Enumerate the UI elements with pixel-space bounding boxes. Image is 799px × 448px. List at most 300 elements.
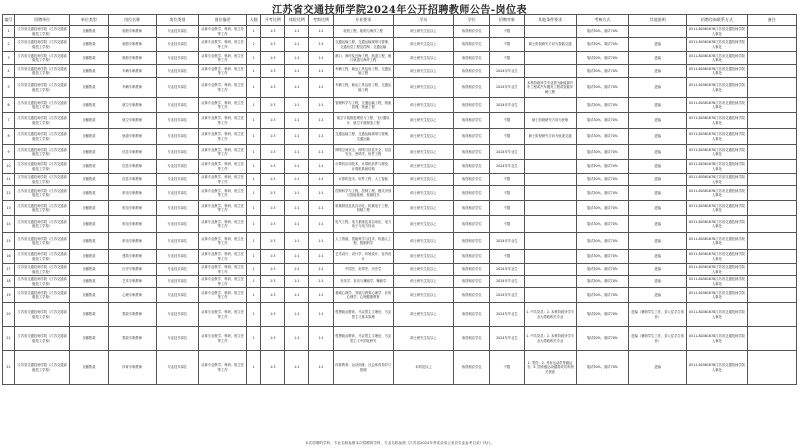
table-cell: 船舶专职教师 xyxy=(108,38,156,52)
table-cell: 全额拨款 xyxy=(70,186,108,201)
table-cell: 专业技术岗位 xyxy=(156,145,198,160)
table-cell: 0511-80361678江苏省交通技师学院人事处 xyxy=(687,250,747,264)
table-cell: 0511-80361678江苏省交通技师学院人事处 xyxy=(687,98,747,113)
column-header: 岗位类别 xyxy=(156,15,198,26)
table-cell: 1:1 xyxy=(309,186,333,201)
table-cell: 进编 xyxy=(629,98,687,113)
column-header: 单位类型 xyxy=(70,15,108,26)
table-cell: 1 xyxy=(247,216,261,233)
table-cell: 1:1 xyxy=(285,288,309,303)
table-cell xyxy=(524,160,576,174)
table-cell: 1 xyxy=(247,264,261,276)
table-cell: 车辆工程，载运工具运用工程，交通运输工程 xyxy=(333,65,393,78)
table-cell: 1:1 xyxy=(285,38,309,52)
table-cell: 1. 男性；2. 具有运动员等级证书；3. 国家级运动健将或具有相关资质 xyxy=(524,351,576,385)
table-cell: 2024年毕业生 xyxy=(490,327,524,351)
table-cell: 1 xyxy=(247,288,261,303)
table-cell xyxy=(747,186,796,201)
table-cell: 1:3 xyxy=(261,250,285,264)
table-cell: 进编 xyxy=(629,186,687,201)
column-header: 招聘对象 xyxy=(490,15,524,26)
table-cell xyxy=(747,52,796,65)
table-cell: 1:1 xyxy=(309,160,333,174)
table-cell: 0511-80361678江苏省交通技师学院人事处 xyxy=(687,174,747,186)
table-cell: 21 xyxy=(3,327,15,351)
table-cell: 进编 xyxy=(629,113,687,129)
table-cell: 1 xyxy=(247,52,261,65)
table-cell: 1:1 xyxy=(309,26,333,38)
table-cell: 取得相应学位 xyxy=(454,145,490,160)
table-cell: 进编 xyxy=(629,38,687,52)
table-cell: 1 xyxy=(247,174,261,186)
table-cell xyxy=(747,38,796,52)
table-cell: 1:3 xyxy=(261,186,285,201)
table-cell: 进编 xyxy=(629,233,687,250)
table-cell: 艺术设计、设计学、环境设计、室内设计 xyxy=(333,250,393,264)
table-cell: 进编 xyxy=(629,78,687,98)
column-header: 学位 xyxy=(454,15,490,26)
table-cell: 1:3 xyxy=(261,52,285,65)
table-row xyxy=(3,276,797,288)
table-cell: 笔试30%，面试70% xyxy=(576,174,628,186)
table-cell xyxy=(747,26,796,38)
table-cell: 航空专职教师 xyxy=(108,98,156,113)
table-cell: 进编 xyxy=(629,160,687,174)
table-cell: 1 xyxy=(247,250,261,264)
table-cell: 江苏省交通技师学院（江苏交通高级技工学校） xyxy=(15,78,70,98)
table-cell: 江苏省交通技师学院（江苏交通高级技工学校） xyxy=(15,98,70,113)
table-cell: 机电专职教师 xyxy=(108,233,156,250)
table-cell: 1 xyxy=(247,233,261,250)
table-cell: 7 xyxy=(3,113,15,129)
table-cell: 专业技术岗位 xyxy=(156,351,198,385)
table-cell: 音乐学、音乐与舞蹈学、舞蹈学 xyxy=(333,276,393,288)
table-cell: 取得相应学位 xyxy=(454,186,490,201)
table-cell: 电气工程、电力系统及其自动化、电力电子与电力传动 xyxy=(333,216,393,233)
table-cell: 取得相应学位 xyxy=(454,250,490,264)
table-cell xyxy=(524,52,576,65)
table-row xyxy=(3,250,797,264)
table-cell: 专业技术岗位 xyxy=(156,288,198,303)
table-cell: 9 xyxy=(3,145,15,160)
table-row xyxy=(3,65,797,78)
table-cell: 硕士研究生及以上 xyxy=(393,216,453,233)
table-cell: 1:3 xyxy=(261,160,285,174)
table-cell: 笔试30%，面试70% xyxy=(576,250,628,264)
table-cell: 江苏省交通技师学院（江苏交通高级技工学校） xyxy=(15,174,70,186)
column-header: 考察比例 xyxy=(309,15,333,26)
table-cell: 4 xyxy=(3,65,15,78)
table-cell: 1:1 xyxy=(285,78,309,98)
table-cell: 从事专业教学、科研、班主任等工作 xyxy=(198,233,246,250)
table-cell: 专业技术岗位 xyxy=(156,174,198,186)
table-cell: 取得相应学位 xyxy=(454,351,490,385)
table-cell: 0511-80361678江苏省交通技师学院人事处 xyxy=(687,52,747,65)
table-cell: 1:1 xyxy=(309,65,333,78)
table-cell xyxy=(747,288,796,303)
table-row xyxy=(3,38,797,52)
table-cell: 控制科学与工程、控制工程、模式识别与智能系统、检测技术 xyxy=(333,186,393,201)
table-cell: 全额拨款 xyxy=(70,216,108,233)
column-header: 人数 xyxy=(247,15,261,26)
table-cell: 硕士研究生及以上 xyxy=(393,98,453,113)
table-cell xyxy=(524,233,576,250)
table-cell: 笔试30%，面试70% xyxy=(576,52,628,65)
table-cell: 1:3 xyxy=(261,276,285,288)
table-cell: 笔试30%，面试70% xyxy=(576,78,628,98)
table-cell xyxy=(747,303,796,327)
table-cell xyxy=(747,98,796,113)
table-cell: 专业技术岗位 xyxy=(156,98,198,113)
table-cell: 江苏省交通技师学院（江苏交通高级技工学校） xyxy=(15,303,70,327)
table-cell: 交通运输工程、交通运输规划与管理、交通运输 xyxy=(333,129,393,145)
table-cell: 取得相应学位 xyxy=(454,303,490,327)
table-cell: 2 xyxy=(3,38,15,52)
table-cell: 1 xyxy=(3,26,15,38)
table-cell: 2024年毕业生 xyxy=(490,276,524,288)
table-cell: 从事专业教学、科研、班主任等工作 xyxy=(198,216,246,233)
table-cell: 进编 xyxy=(629,216,687,233)
table-cell: 1:1 xyxy=(285,327,309,351)
table-cell: 从事专业教学、科研、班主任等工作 xyxy=(198,303,246,327)
table-cell: 进编（兼职学生工作，须入住学生宿舍） xyxy=(629,303,687,327)
table-cell: 不限 xyxy=(490,52,524,65)
table-cell: 1:3 xyxy=(261,351,285,385)
table-cell: 江苏省交通技师学院（江苏交通高级技工学校） xyxy=(15,250,70,264)
table-cell: 全额拨款 xyxy=(70,327,108,351)
table-cell: 江苏省交通技师学院（江苏交通高级技工学校） xyxy=(15,38,70,52)
table-cell xyxy=(747,113,796,129)
table-cell: 全额拨款 xyxy=(70,303,108,327)
table-cell: 江苏省交通技师学院（江苏交通高级技工学校） xyxy=(15,233,70,250)
table-cell: 取得相应学位 xyxy=(454,264,490,276)
table-cell: 取得相应学位 xyxy=(454,113,490,129)
table-cell xyxy=(524,216,576,233)
table-cell: 笔试30%，面试70% xyxy=(576,233,628,250)
table-cell: 进编（兼职学生工作，须入住学生宿舍） xyxy=(629,327,687,351)
table-cell xyxy=(524,264,576,276)
table-cell: 历史专职教师 xyxy=(108,264,156,276)
table-cell: 进编 xyxy=(629,52,687,65)
table-cell: 车辆专职教师 xyxy=(108,78,156,98)
table-cell: 轨道专职教师 xyxy=(108,129,156,145)
table-cell: 硕士研究生及以上 xyxy=(393,233,453,250)
table-cell: 全额拨款 xyxy=(70,276,108,288)
table-cell: 进编 xyxy=(629,129,687,145)
table-cell: 10 xyxy=(3,160,15,174)
table-cell: 计算机应用技术、计算机软件与理论、计算机系统结构 xyxy=(333,160,393,174)
table-cell: 网络空间安全、网络与信息安全、信息安全、密码学、软件工程 xyxy=(333,145,393,160)
table-row xyxy=(3,98,797,113)
table-cell: 从事专业教学、科研、班主任等工作 xyxy=(198,38,246,52)
table-cell: 1 xyxy=(247,303,261,327)
table-cell: 硕士研究生及以上 xyxy=(393,160,453,174)
table-cell: 0511-80361678江苏省交通技师学院人事处 xyxy=(687,216,747,233)
table-cell: 0511-80361678江苏省交通技师学院人事处 xyxy=(687,276,747,288)
table-cell: 硕士研究生及以上 xyxy=(393,78,453,98)
table-cell xyxy=(524,26,576,38)
table-cell: 2024年毕业生 xyxy=(490,160,524,174)
table-cell: 全额拨款 xyxy=(70,250,108,264)
table-cell: 0511-80361678江苏省交通技师学院人事处 xyxy=(687,351,747,385)
table-cell: 1:1 xyxy=(309,38,333,52)
table-cell: 进编 xyxy=(629,174,687,186)
table-cell: 江苏省交通技师学院（江苏交通高级技工学校） xyxy=(15,201,70,216)
table-cell: 进编 xyxy=(629,201,687,216)
table-row xyxy=(3,201,797,216)
table-cell: 1:1 xyxy=(285,233,309,250)
table-cell: 硕士研究生及以上 xyxy=(393,201,453,216)
table-cell xyxy=(747,145,796,160)
table-cell: 2024年毕业生 xyxy=(490,98,524,113)
table-cell: 艺术专职教师 xyxy=(108,276,156,288)
table-cell: 专业技术岗位 xyxy=(156,160,198,174)
table-cell: 进编 xyxy=(629,65,687,78)
table-cell: 1:3 xyxy=(261,145,285,160)
table-cell: 1 xyxy=(247,78,261,98)
table-cell: 笔试30%，面试70% xyxy=(576,303,628,327)
column-header: 岗位描述 xyxy=(198,15,246,26)
table-cell: 全额拨款 xyxy=(70,78,108,98)
table-cell: 笔试30%，面试70% xyxy=(576,186,628,201)
column-header: 开考比例 xyxy=(261,15,285,26)
table-cell: 思想政治教育、马克思主义理论、马克思主义中国化研究 xyxy=(333,327,393,351)
table-cell: 0511-80361678江苏省交通技师学院人事处 xyxy=(687,327,747,351)
table-row xyxy=(3,303,797,327)
table-cell: 1:3 xyxy=(261,327,285,351)
table-cell: 0511-80361678江苏省交通技师学院人事处 xyxy=(687,264,747,276)
table-cell: 不限 xyxy=(490,174,524,186)
table-cell: 进编 xyxy=(629,250,687,264)
table-cell: 全额拨款 xyxy=(70,38,108,52)
table-cell: 交通运输工程、交通运输规划与管理、交通信息工程及控制、交通运输 xyxy=(333,38,393,52)
table-cell: 从事专业教学、科研、班主任等工作 xyxy=(198,65,246,78)
table-cell: 从事专业教学、科研、班主任等工作 xyxy=(198,160,246,174)
table-cell: 1:1 xyxy=(285,201,309,216)
table-cell: 2024年毕业生 xyxy=(490,233,524,250)
table-cell: 1:1 xyxy=(309,201,333,216)
table-cell: 0511-80361678江苏省交通技师学院人事处 xyxy=(687,288,747,303)
table-cell: 从事专业教学、科研、班主任等工作 xyxy=(198,26,246,38)
footnote: 本次招聘的学科、专业名称参照本次招聘的学科、专业名称参照《江苏省2024年考试录用公务员专业参考目录》执行。 xyxy=(305,441,494,445)
table-row xyxy=(3,78,797,98)
table-cell: 江苏省交通技师学院（江苏交通高级技工学校） xyxy=(15,113,70,129)
table-cell: 机电专职教师 xyxy=(108,201,156,216)
table-cell: 专业技术岗位 xyxy=(156,201,198,216)
table-cell: 硕士研究生及以上 xyxy=(393,250,453,264)
table-cell: 全额拨款 xyxy=(70,129,108,145)
table-row xyxy=(3,52,797,65)
table-cell: 1:1 xyxy=(309,78,333,98)
table-cell xyxy=(747,129,796,145)
table-cell: 1 xyxy=(247,186,261,201)
column-header: 其他说明 xyxy=(629,15,687,26)
table-cell: 从事专业教学、科研、班主任等工作 xyxy=(198,186,246,201)
table-cell xyxy=(524,250,576,264)
table-cell: 硕士研究生及以上 xyxy=(393,186,453,201)
table-cell: 2024年毕业生 xyxy=(490,264,524,276)
table-row xyxy=(3,216,797,233)
table-cell: 1:1 xyxy=(285,303,309,327)
table-cell: 进编 xyxy=(629,276,687,288)
table-cell: 港口、海岸及近海工程，航道工程，港口航道与海岸工程 xyxy=(333,52,393,65)
column-header: 岗位名称 xyxy=(108,15,156,26)
table-cell: 专业技术岗位 xyxy=(156,52,198,65)
table-cell: 0511-80361678江苏省交通技师学院人事处 xyxy=(687,201,747,216)
table-cell xyxy=(747,65,796,78)
table-cell: 硕士研究生及以上 xyxy=(393,38,453,52)
table-cell: 中国史、世界史、历史学 xyxy=(333,264,393,276)
table-cell: 1:1 xyxy=(285,145,309,160)
table-cell: 车辆工程，载运工具运用工程，交通运输工程 xyxy=(333,78,393,98)
table-cell: 取得相应学位 xyxy=(454,129,490,145)
table-cell: 1:3 xyxy=(261,216,285,233)
table-cell: 江苏省交通技师学院（江苏交通高级技工学校） xyxy=(15,264,70,276)
column-header: 招聘单位 xyxy=(15,15,70,26)
table-cell: 2024年毕业生 xyxy=(490,288,524,303)
column-header: 体检比例 xyxy=(285,15,309,26)
table-cell: 1:1 xyxy=(285,264,309,276)
table-cell xyxy=(524,288,576,303)
table-row xyxy=(3,113,797,129)
column-header: 学历 xyxy=(393,15,453,26)
table-cell: 专业技术岗位 xyxy=(156,38,198,52)
table-cell: 硕士研究生及以上 xyxy=(393,174,453,186)
table-cell: 16 xyxy=(3,250,15,264)
table-cell: 江苏省交通技师学院（江苏交通高级技工学校） xyxy=(15,145,70,160)
table-cell: 1:3 xyxy=(261,174,285,186)
table-cell: 1:1 xyxy=(285,351,309,385)
table-cell: 笔试30%，面试70% xyxy=(576,327,628,351)
table-cell: 1:3 xyxy=(261,78,285,98)
table-cell: 1 xyxy=(247,160,261,174)
table-cell: 笔试30%，面试70% xyxy=(576,264,628,276)
table-cell: 1:1 xyxy=(285,65,309,78)
table-cell: 0511-80361678江苏省交通技师学院人事处 xyxy=(687,65,747,78)
table-cell: 1:3 xyxy=(261,233,285,250)
table-cell: 船舶专职教师 xyxy=(108,52,156,65)
table-cell: 笔试30%，面试70% xyxy=(576,276,628,288)
table-cell: 1:1 xyxy=(309,145,333,160)
table-cell: 18 xyxy=(3,276,15,288)
table-cell: 基础心理学、发展与教育心理学、应用心理学、心理健康教育 xyxy=(333,288,393,303)
table-cell: 机电专职教师 xyxy=(108,216,156,233)
table-cell: 管理科学与工程，交通运输工程，物流管理，物流工程 xyxy=(333,98,393,113)
table-cell: 1:1 xyxy=(309,288,333,303)
table-cell: 1:1 xyxy=(309,216,333,233)
table-cell: 1 xyxy=(247,201,261,216)
table-cell: 1:1 xyxy=(285,250,309,264)
table-cell xyxy=(524,98,576,113)
table-row xyxy=(3,26,797,38)
table-cell: 不限 xyxy=(490,38,524,52)
table-cell: 1:3 xyxy=(261,26,285,38)
table-cell: 从事专业教学、科研、班主任等工作 xyxy=(198,250,246,264)
table-cell: 0511-80361678江苏省交通技师学院人事处 xyxy=(687,145,747,160)
table-cell: 取得相应学位 xyxy=(454,201,490,216)
table-cell: 全额拨款 xyxy=(70,113,108,129)
table-cell: 不限 xyxy=(490,113,524,129)
column-header: 编号 xyxy=(3,15,15,26)
table-cell: 全额拨款 xyxy=(70,288,108,303)
column-header: 备注 xyxy=(747,15,796,26)
table-cell: 信息专职教师 xyxy=(108,160,156,174)
table-cell xyxy=(747,216,796,233)
table-cell xyxy=(747,276,796,288)
table-cell: 取得相应学位 xyxy=(454,233,490,250)
table-cell: 取得相应学位 xyxy=(454,78,490,98)
table-cell: 1:1 xyxy=(309,327,333,351)
table-cell: 笔试30%，面试70% xyxy=(576,98,628,113)
table-cell: 1:1 xyxy=(285,186,309,201)
table-cell: 信息专职教师 xyxy=(108,174,156,186)
table-cell: 专业技术岗位 xyxy=(156,113,198,129)
table-cell: 硕士研究生及以上 xyxy=(393,327,453,351)
table-cell: 从事专业教学、科研、班主任等工作 xyxy=(198,174,246,186)
table-cell xyxy=(747,250,796,264)
table-cell: 11 xyxy=(3,174,15,186)
table-cell: 从事专业教学、科研、班主任等工作 xyxy=(198,52,246,65)
table-cell: 1 xyxy=(247,145,261,160)
table-cell: 建筑专职教师 xyxy=(108,250,156,264)
table-cell: 轮机工程，船舶与海洋工程 xyxy=(333,26,393,38)
table-cell: 硕士研究生及以上 xyxy=(393,276,453,288)
table-cell: 1:1 xyxy=(285,276,309,288)
table-cell: 1:1 xyxy=(309,129,333,145)
table-cell: 从事专业教学、科研、班主任等工作 xyxy=(198,145,246,160)
table-cell: 1. 中共党员；2. 本科阶段所学专业为思政相关专业 xyxy=(524,327,576,351)
table-cell: 专业技术岗位 xyxy=(156,303,198,327)
table-cell: 全额拨款 xyxy=(70,201,108,216)
table-cell: 江苏省交通技师学院（江苏交通高级技工学校） xyxy=(15,186,70,201)
table-cell: 1:3 xyxy=(261,201,285,216)
table-cell: 信息专职教师 xyxy=(108,145,156,160)
table-row xyxy=(3,145,797,160)
table-cell: 1:3 xyxy=(261,113,285,129)
table-cell: 机电专职教师 xyxy=(108,186,156,201)
table-cell: 1:1 xyxy=(285,129,309,145)
table-body xyxy=(3,26,797,385)
table-cell xyxy=(524,65,576,78)
table-cell: 从事专业教学、科研、班主任等工作 xyxy=(198,351,246,385)
table-cell: 8 xyxy=(3,129,15,145)
table-cell: 专业技术岗位 xyxy=(156,65,198,78)
positions-table xyxy=(2,14,797,385)
table-cell: 专业技术岗位 xyxy=(156,233,198,250)
table-cell xyxy=(747,78,796,98)
table-cell: 1:1 xyxy=(309,351,333,385)
table-cell: 取得相应学位 xyxy=(454,65,490,78)
table-cell: 机械制造及其自动化、机械电子工程、机械工程 xyxy=(333,201,393,216)
table-cell: 笔试30%，面试70% xyxy=(576,216,628,233)
table-cell: 全额拨款 xyxy=(70,160,108,174)
table-cell: 专业技术岗位 xyxy=(156,78,198,98)
table-cell: 专业技术岗位 xyxy=(156,129,198,145)
table-cell: 0511-80361678江苏省交通技师学院人事处 xyxy=(687,303,747,327)
table-cell: 1:1 xyxy=(309,98,333,113)
table-cell: 全额拨款 xyxy=(70,26,108,38)
table-cell: 2024年毕业生 xyxy=(490,78,524,98)
table-cell: 1:1 xyxy=(285,160,309,174)
table-cell: 取得相应学位 xyxy=(454,216,490,233)
table-cell: 进编 xyxy=(629,288,687,303)
table-cell: 专业技术岗位 xyxy=(156,186,198,201)
table-cell: 船舶专职教师 xyxy=(108,26,156,38)
table-cell: 全额拨款 xyxy=(70,174,108,186)
table-cell: 1:3 xyxy=(261,38,285,52)
table-row xyxy=(3,186,797,201)
table-cell: 进编 xyxy=(629,264,687,276)
